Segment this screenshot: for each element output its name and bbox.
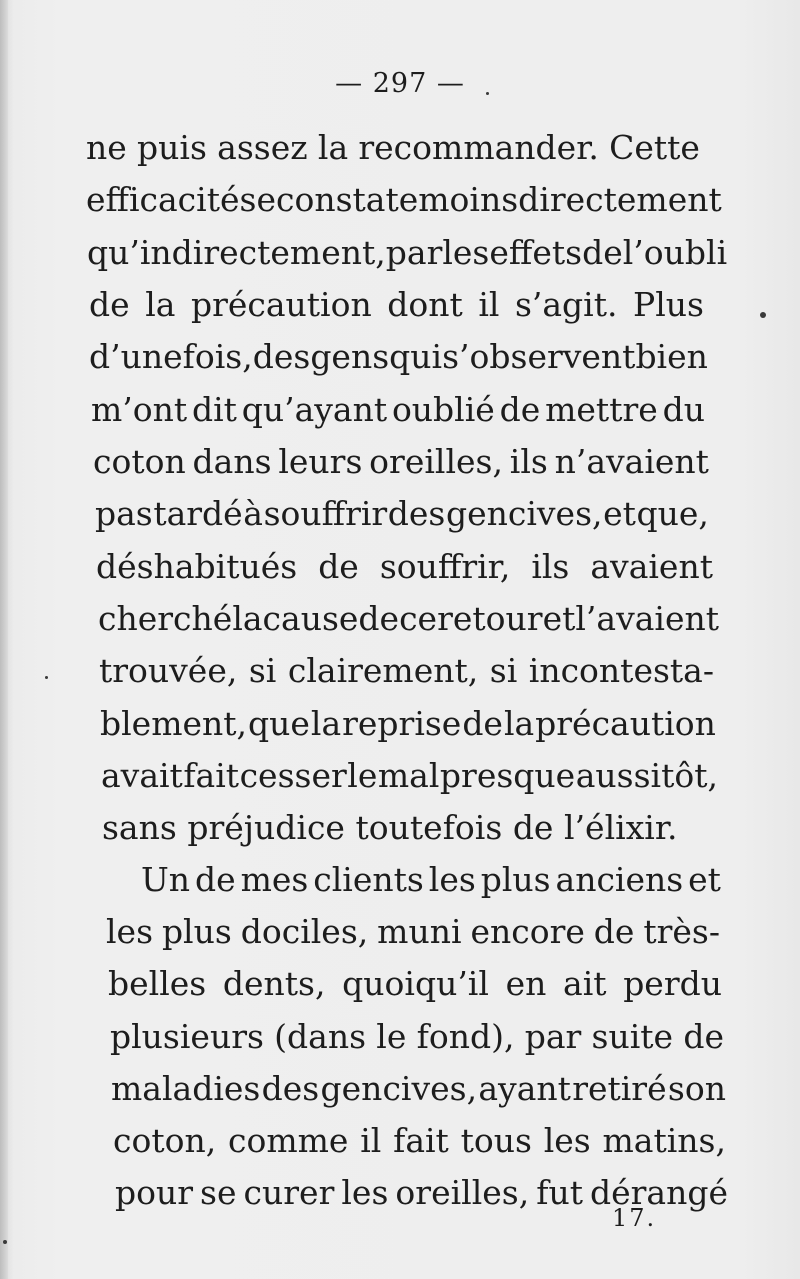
word: oublié xyxy=(391,390,495,429)
word: de xyxy=(512,808,554,847)
word: de xyxy=(683,1017,724,1056)
text-line xyxy=(91,390,705,430)
word: curer xyxy=(243,1173,335,1212)
word: trouvée, xyxy=(99,651,238,690)
word: mettre xyxy=(545,390,658,429)
word: ce xyxy=(399,599,438,638)
word: tous xyxy=(460,1121,532,1160)
word: avaient xyxy=(590,547,713,586)
word: muni xyxy=(377,912,462,951)
word: les xyxy=(341,1173,389,1212)
word: l’élixir. xyxy=(564,808,678,847)
word: se xyxy=(200,1173,237,1212)
word: la xyxy=(232,599,263,638)
word: que xyxy=(248,704,310,743)
word: les xyxy=(442,233,490,272)
word: souffrir, xyxy=(379,547,511,586)
word: constate xyxy=(275,180,419,219)
word: plus xyxy=(161,912,232,951)
word: ait xyxy=(563,964,607,1003)
text-line xyxy=(113,1121,726,1161)
word: oreilles, xyxy=(369,442,503,481)
word: comme xyxy=(228,1121,349,1160)
word: la xyxy=(310,704,342,743)
word: gens xyxy=(310,337,390,376)
word: clairement, xyxy=(287,651,479,690)
word: ils xyxy=(509,442,548,481)
word: avait xyxy=(101,756,183,795)
word: coton, xyxy=(113,1121,217,1160)
word: puis xyxy=(137,128,207,167)
word: anciens xyxy=(555,860,684,899)
text-line xyxy=(99,651,714,691)
word: plusieurs xyxy=(110,1017,264,1056)
text-line xyxy=(96,547,713,587)
word: de xyxy=(499,390,541,429)
text-line xyxy=(86,180,722,220)
word: l’oubli xyxy=(622,233,728,272)
text-line xyxy=(111,1069,726,1109)
word: dérangé xyxy=(589,1173,728,1212)
word: fois, xyxy=(182,337,253,376)
word: se xyxy=(239,180,276,219)
word: cause xyxy=(262,599,359,638)
word: des xyxy=(252,337,311,376)
word: qu’ayant xyxy=(241,390,388,429)
word: de xyxy=(318,547,359,586)
word: moins xyxy=(418,180,519,219)
word: maladies xyxy=(111,1069,261,1108)
word: pas xyxy=(95,494,153,533)
word: reprise xyxy=(342,704,462,743)
page-binding-edge xyxy=(0,0,8,1279)
word: sans xyxy=(102,808,177,847)
word: il xyxy=(360,1121,382,1160)
word: blement, xyxy=(100,704,248,743)
word: coton xyxy=(93,442,186,481)
word: gencives, xyxy=(445,494,603,533)
word: à xyxy=(243,494,263,533)
word: belles xyxy=(108,964,207,1003)
word: presque xyxy=(439,756,576,795)
word: assez xyxy=(217,128,308,167)
word: souffrir xyxy=(263,494,388,533)
word: clients xyxy=(313,860,424,899)
word: bien xyxy=(635,337,708,376)
word: retour xyxy=(437,599,543,638)
word: les xyxy=(106,912,154,951)
word: par xyxy=(385,233,443,272)
text-line xyxy=(101,756,718,796)
word: fond), xyxy=(416,1017,515,1056)
word: directement xyxy=(518,180,722,219)
word: des xyxy=(261,1069,320,1108)
word: quoiqu’il xyxy=(342,964,489,1003)
word: dont xyxy=(387,285,463,324)
ink-speck xyxy=(3,1240,7,1244)
word: Un xyxy=(141,860,191,899)
text-line xyxy=(98,599,719,639)
word: perdu xyxy=(623,964,722,1003)
word: fait xyxy=(183,756,240,795)
word: ils xyxy=(531,547,570,586)
text-line xyxy=(110,1017,724,1057)
word: dit xyxy=(191,390,237,429)
word: Cette xyxy=(609,128,700,167)
word: ayant xyxy=(478,1069,571,1108)
word: d’une xyxy=(89,337,183,376)
word: encore xyxy=(470,912,585,951)
word: précaution xyxy=(190,285,372,324)
word: matins, xyxy=(602,1121,726,1160)
word: l’avaient xyxy=(575,599,719,638)
text-line xyxy=(106,912,720,952)
word: si xyxy=(489,651,518,690)
word: précaution xyxy=(535,704,716,743)
text-line xyxy=(89,285,704,325)
word: de xyxy=(462,704,503,743)
word: le xyxy=(376,1017,407,1056)
word: leurs xyxy=(278,442,363,481)
word: en xyxy=(505,964,547,1003)
word: qui xyxy=(389,337,443,376)
word: fut xyxy=(536,1173,583,1212)
text-line xyxy=(100,704,716,744)
word: de xyxy=(195,860,236,899)
text-line xyxy=(108,964,722,1004)
word: qu’indirectement, xyxy=(87,233,386,272)
word: le xyxy=(347,756,378,795)
word: de xyxy=(89,285,130,324)
text-line xyxy=(93,442,709,482)
text-line xyxy=(87,233,728,273)
word: déshabitués xyxy=(96,547,298,586)
text-line xyxy=(86,128,700,168)
word: toutefois xyxy=(355,808,503,847)
word: de xyxy=(582,233,623,272)
word: et xyxy=(603,494,636,533)
word: les xyxy=(543,1121,591,1160)
word: de xyxy=(358,599,400,638)
word: tardé xyxy=(153,494,243,533)
word: dans xyxy=(192,442,272,481)
word: si xyxy=(248,651,277,690)
word: des xyxy=(387,494,446,533)
word: efficacité xyxy=(86,180,240,219)
word: et xyxy=(542,599,576,638)
word: son xyxy=(667,1069,726,1108)
word: du xyxy=(662,390,705,429)
text-line xyxy=(102,808,678,848)
word: par xyxy=(524,1017,582,1056)
word: m’ont xyxy=(91,390,188,429)
word: les xyxy=(428,860,476,899)
text-line xyxy=(95,494,709,534)
word: dociles, xyxy=(240,912,369,951)
ink-speck xyxy=(486,92,489,95)
word: mal xyxy=(377,756,440,795)
ink-speck xyxy=(760,312,766,318)
word: suite xyxy=(591,1017,674,1056)
word: n’avaient xyxy=(554,442,709,481)
word: (dans xyxy=(274,1017,367,1056)
word: Plus xyxy=(633,285,704,324)
word: plus xyxy=(480,860,551,899)
word: préjudice xyxy=(187,808,345,847)
word: s’agit. xyxy=(514,285,618,324)
word: il xyxy=(478,285,500,324)
word: la xyxy=(145,285,176,324)
word: aussitôt, xyxy=(575,756,718,795)
word: ne xyxy=(86,128,127,167)
word: cesser xyxy=(239,756,347,795)
word: pour xyxy=(115,1173,194,1212)
word: très- xyxy=(643,912,720,951)
word: cherché xyxy=(98,599,233,638)
word: retiré xyxy=(572,1069,667,1108)
text-line xyxy=(141,860,721,900)
word: effets xyxy=(489,233,583,272)
page-number: — 297 — xyxy=(335,68,465,99)
word: et xyxy=(688,860,721,899)
word: la xyxy=(317,128,349,167)
word: de xyxy=(593,912,635,951)
word: la xyxy=(503,704,535,743)
word: oreilles, xyxy=(395,1173,530,1212)
word: que, xyxy=(636,494,709,533)
word: gencives, xyxy=(320,1069,478,1108)
text-line xyxy=(89,337,706,377)
word: incontesta- xyxy=(528,651,714,690)
signature-mark: 17. xyxy=(612,1204,657,1232)
word: dents, xyxy=(222,964,326,1003)
word: fait xyxy=(393,1121,449,1160)
ink-speck xyxy=(45,676,48,679)
word: s’observent xyxy=(442,337,636,376)
word: mes xyxy=(240,860,309,899)
word: recommander. xyxy=(358,128,599,167)
